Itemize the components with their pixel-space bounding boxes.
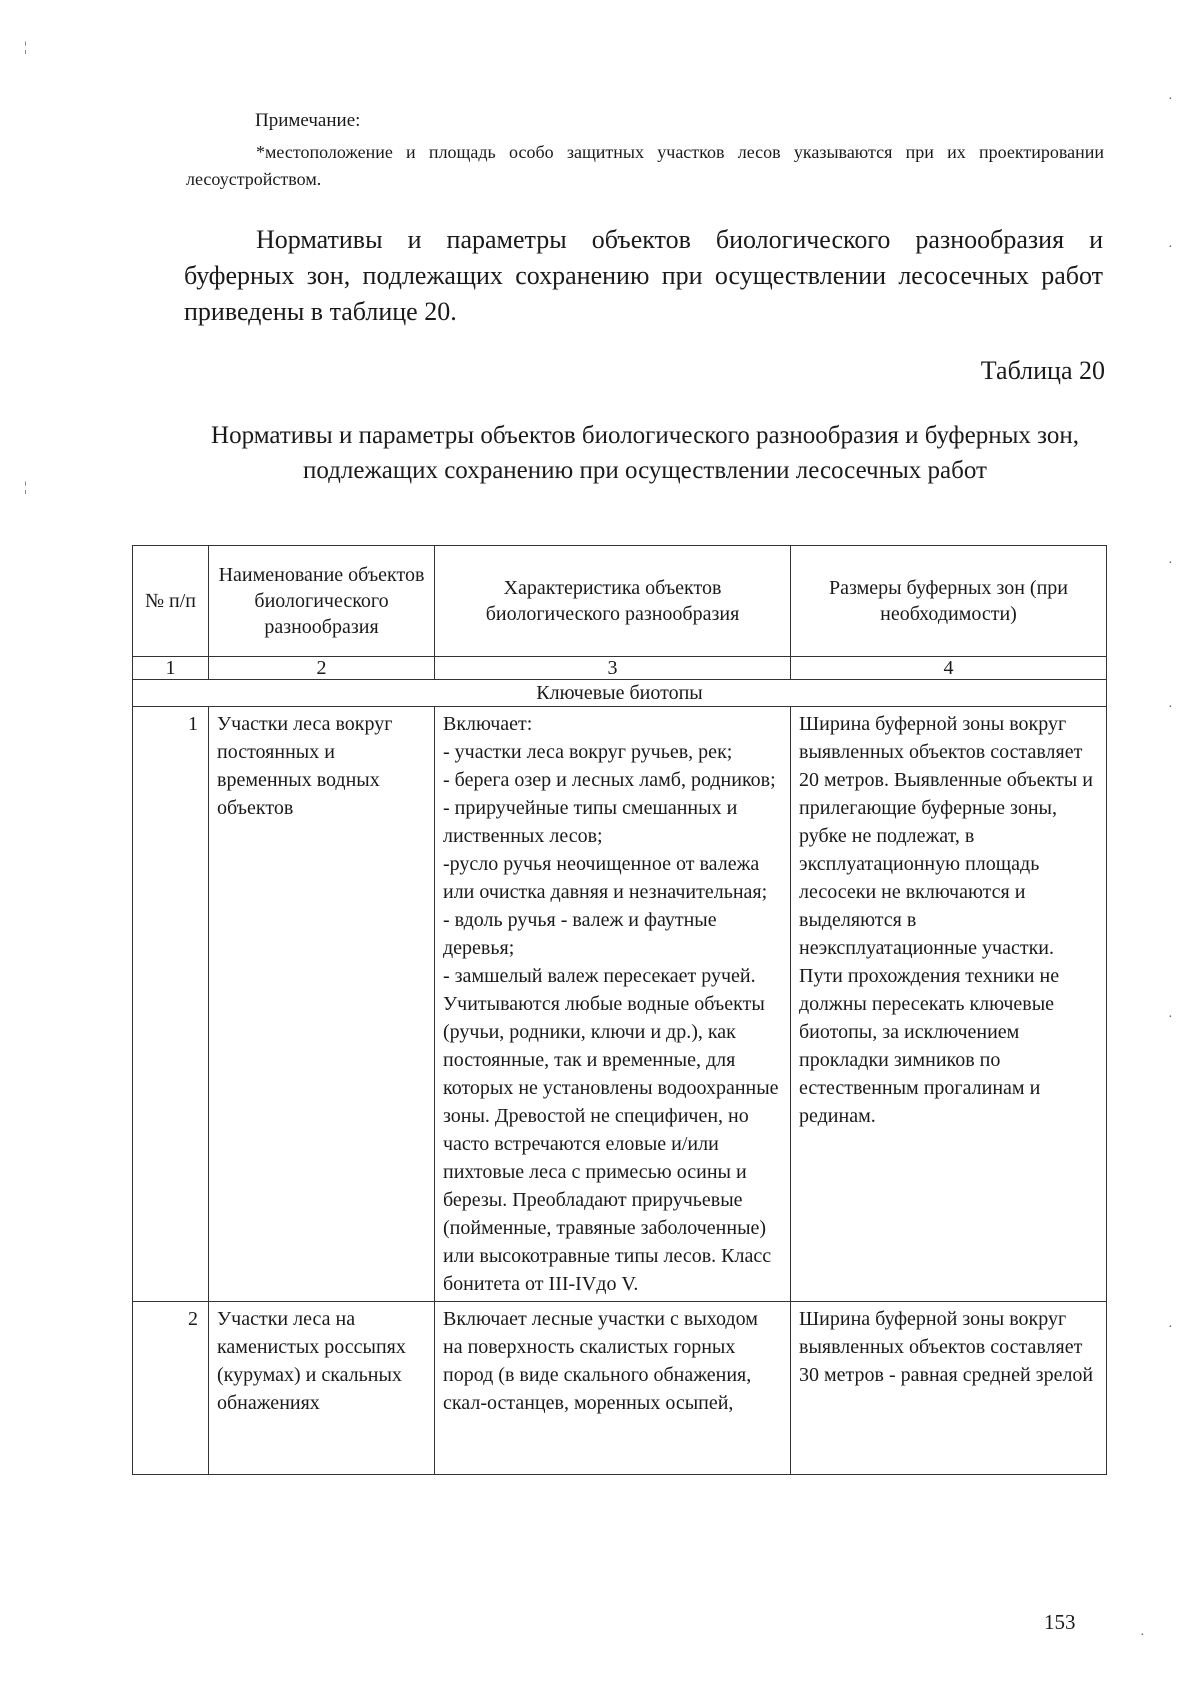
row-buffer-size-text: Ширина буферной зоны вокруг выявленных объектов составляет 30 метров - равная средней зрелой — [799, 1308, 1094, 1386]
scan-mark: · — [1168, 556, 1173, 571]
section-row — [133, 680, 1107, 707]
scan-mark: · — [1168, 700, 1173, 715]
row-number: 2 — [133, 1302, 209, 1475]
header-buffer-size: Размеры буферных зон (при необходимости) — [791, 546, 1107, 657]
header-characteristics: Характеристика объектов биологического разнообразия — [435, 546, 791, 657]
row-object-name: Участки леса вокруг постоянных и временных водных объектов — [209, 707, 435, 1302]
scan-mark: · — [1168, 240, 1173, 255]
row-description: Включает: - участки леса вокруг ручьев, рек; - берега озер и лесных ламб, родников; - приручейные типы смешанных и лиственных лесов; -русло ручья неочищенное от валежа или очистка давняя и незначительная; - вдоль ручья - валеж и фаутные деревья; - замшелый валеж пересекает ручей. Учитываются любые водные объекты (ручьи, родники, ключи и др.), как постоянные, так и временные, для которых не установлены водоохранные зоны. Древостой не специфичен, но часто встречаются еловые и/или пихтовые леса с примесью осины и березы. Преобладают приручьевые (пойменные, травяные заболоченные) или высокотравные типы лесов. Класс бонитета от III-IVдо V. — [435, 707, 791, 1302]
column-number: 1 — [133, 657, 209, 680]
column-number: 3 — [435, 657, 791, 680]
table-row — [133, 1302, 1107, 1475]
column-number: 2 — [209, 657, 435, 680]
note-label: Примечание: — [255, 110, 361, 131]
biodiversity-table — [132, 545, 1107, 1475]
column-number-row — [133, 657, 1107, 680]
row-object-name-text: Участки леса на каменистых россыпях (курумах) и скальных обнажениях — [217, 1308, 406, 1414]
table-label: Таблица 20 — [980, 356, 1105, 385]
table-row — [133, 707, 1107, 1302]
scan-mark: ¦ — [24, 480, 27, 495]
note-text: *местоположение и площадь особо защитных участков лесов указываются при их проектировании лесоустройством. — [186, 142, 1104, 189]
row-buffer-size — [791, 1302, 1107, 1475]
scan-mark: · — [1168, 92, 1173, 107]
section-title: Ключевые биотопы — [133, 680, 1107, 707]
scan-mark: · — [1168, 1010, 1173, 1025]
header-num: № п/п — [133, 546, 209, 657]
header-name: Наименование объектов биологического разнообразия — [209, 546, 435, 657]
column-number: 4 — [791, 657, 1107, 680]
row-object-name — [209, 1302, 435, 1475]
row-number: 1 — [133, 707, 209, 1302]
scan-mark: · — [1168, 1320, 1173, 1335]
page-number: 153 — [1044, 1610, 1076, 1634]
row-description — [435, 1302, 791, 1475]
scan-mark: · — [1140, 1628, 1145, 1643]
table-caption: Нормативы и параметры объектов биологического разнообразия и буферных зон, подлежащих сохранению при осуществлении лесосечных работ — [211, 422, 1079, 484]
table-header-row — [133, 546, 1107, 657]
scan-mark: ¦ — [24, 40, 27, 55]
intro-paragraph: Нормативы и параметры объектов биологического разнообразия и буферных зон, подлежащих сохранению при осуществлении лесосечных работ приведены в таблице 20. — [184, 225, 1103, 326]
row-description-text: Включает лесные участки с выходом на поверхность скалистых горных пород (в виде скального обнажения, скал-останцев, моренных осыпей, — [443, 1308, 758, 1414]
row-buffer-size: Ширина буферной зоны вокруг выявленных объектов составляет 20 метров. Выявленные объекты и прилегающие буферные зоны, рубке не подлежат, в эксплуатационную площадь лесосеки не включаются и выделяются в неэксплуатационные участки. Пути прохождения техники не должны пересекать ключевые биотопы, за исключением прокладки зимников по естественным прогалинам и рединам. — [791, 707, 1107, 1302]
